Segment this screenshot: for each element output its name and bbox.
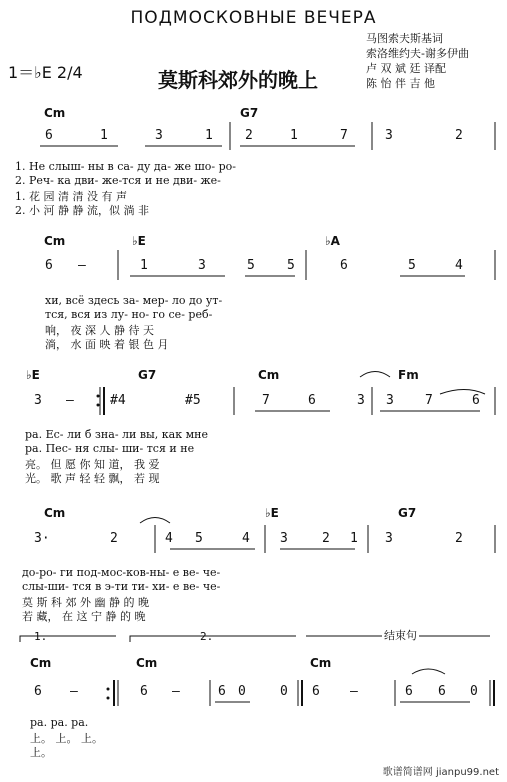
lyric-line: 淌， 水 面 映 着 银 色 月 [45,338,169,351]
note: 5 [195,531,203,546]
title-russian: ПОДМОСКОВНЫЕ ВЕЧЕРА [130,8,377,28]
chord: Cm [310,656,332,670]
chord: Cm [44,234,66,248]
note: 6 [140,684,148,699]
note: 4 [165,531,173,546]
note: 3· [34,531,50,546]
note: 0 [238,684,246,699]
note: 7 [425,393,433,408]
note: 3 [280,531,288,546]
site-watermark: 歌谱简谱网 jianpu99.net [382,767,499,778]
lyric-line: 响， 夜 深 人 静 待 天 [45,324,154,337]
note: 3 [386,393,394,408]
chord: ♭E [132,234,146,248]
note: 2 [322,531,330,546]
note: — [70,684,78,699]
note: 3 [357,393,365,408]
note: 6 [472,393,480,408]
chord: G7 [138,368,157,382]
note: — [78,258,86,273]
credit-guitar: 陈 怡 伴 吉 他 [366,77,435,90]
chord: Fm [398,368,419,382]
chord: G7 [240,106,259,120]
note: 2 [110,531,118,546]
note: 3 [385,128,393,143]
note: #5 [185,393,201,408]
note: 2 [245,128,253,143]
note: 7 [340,128,348,143]
note: 6 [405,684,413,699]
note: 1 [100,128,108,143]
note: 6 [45,128,53,143]
lyric-line: до-ро- ги под-мос-ков-ны- е ве- че- [22,566,221,579]
note: 6 [34,684,42,699]
note: 3 [155,128,163,143]
lyric-line: 2. Реч- ка дви- же-тся и не дви- же- [15,174,221,187]
note: 2 [455,128,463,143]
credit-translator: 卢 双 斌 廷 译配 [366,62,446,75]
note: 1 [350,531,358,546]
note: #4 [110,393,126,408]
note: 1 [290,128,298,143]
note: 5 [247,258,255,273]
note: 6 [438,684,446,699]
chord: ♭E [26,368,40,382]
lyric-line: хи, всё здесь за- мер- ло до ут- [45,294,223,307]
note: 5 [408,258,416,273]
ending-label: 结束句 [384,629,417,642]
note: 0 [280,684,288,699]
note: 4 [455,258,463,273]
note: — [350,684,358,699]
credit-lyricist: 马图索夫斯基词 [366,32,443,45]
note: 2 [455,531,463,546]
note: 1 [140,258,148,273]
lyric-line: 若 藏， 在 这 宁 静 的 晚 [22,610,146,623]
lyric-line: ра. Пес- ня слы- ши- тся и не [25,442,195,455]
lyric-line: слы-ши- тся в э-ти ти- хи- е ве- че- [22,580,221,593]
chord: Cm [136,656,158,670]
note: 1 [205,128,213,143]
note: 6 [308,393,316,408]
chord: ♭A [325,234,340,248]
note: 4 [242,531,250,546]
chord: Cm [258,368,280,382]
note: 0 [470,684,478,699]
note: — [66,393,74,408]
note: 3 [385,531,393,546]
chord: Cm [44,106,66,120]
note: 6 [218,684,226,699]
lyric-line: 莫 斯 科 郊 外 幽 静 的 晚 [22,596,149,609]
note: 6 [312,684,320,699]
lyric-line: ра. Ес- ли б зна- ли вы, как мне [25,428,208,441]
note: 3 [198,258,206,273]
lyric-line: 上。 上。 上。 [30,732,103,745]
volta-1-label: 1. [34,630,48,643]
lyric-line: 亮。 但 愿 你 知 道， 我 爱 [25,458,160,471]
lyric-line: 上。 [30,746,52,759]
note: — [172,684,180,699]
note: 6 [340,258,348,273]
lyric-line: 2. 小 河 静 静 流，似 淌 非 [15,204,149,217]
chord: G7 [398,506,417,520]
chord: ♭E [265,506,279,520]
lyric-line: ра. ра. ра. [30,716,89,729]
lyric-line: 1. Не слыш- ны в са- ду да- же шо- ро- [15,160,236,173]
chord: Cm [30,656,52,670]
lyric-line: 1. 花 园 清 清 没 有 声 [15,190,127,203]
note: 6 [45,258,53,273]
title-chinese: 莫斯科郊外的晚上 [158,68,318,92]
note: 5 [287,258,295,273]
lyric-line: 光。 歌 声 轻 轻 飘， 若 现 [25,472,160,485]
note: 3 [34,393,42,408]
lyric-line: тся, вся из лу- но- го се- реб- [45,308,213,321]
volta-2-label: 2. [200,630,214,643]
chord: Cm [44,506,66,520]
key-signature: 1＝♭E 2/4 [8,63,83,82]
note: 7 [262,393,270,408]
credit-composer: 索洛维约夫-谢多伊曲 [366,47,469,60]
